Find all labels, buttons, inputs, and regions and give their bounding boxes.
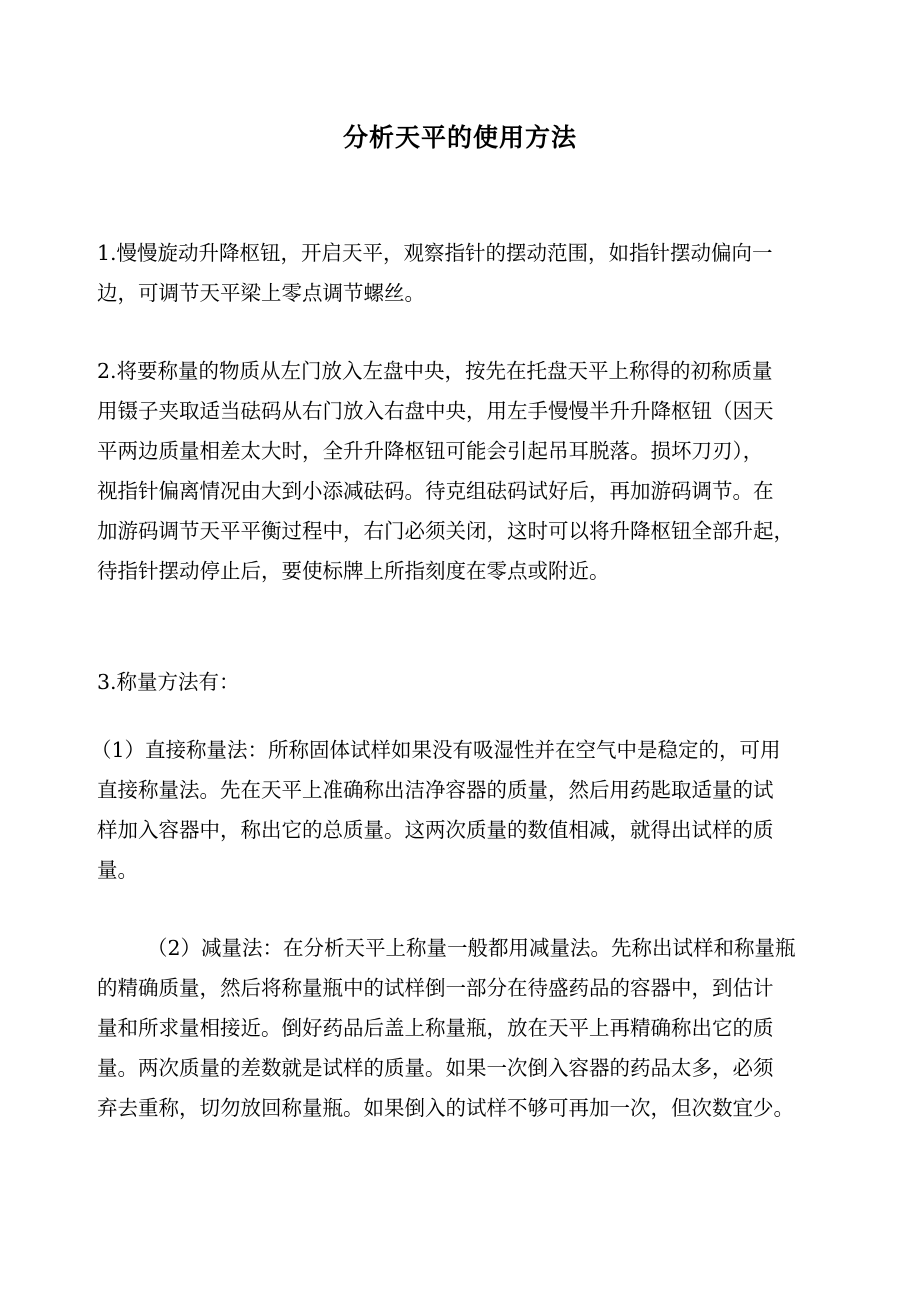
paragraph-subtraction-weighing [97,928,825,1128]
text-line: 待指针摆动停止后，要使标牌上所指刻度在零点或附近。 [97,559,610,583]
document-title: 分析天平的使用方法 [342,123,577,152]
text-line: 加游码调节天平平衡过程中，右门必须关闭，这时可以将升降枢钮全部升起， [97,519,794,543]
text-line: 的精确质量，然后将称量瓶中的试样倒一部分在待盛药品的容器中，到估计 [97,976,774,1000]
paragraph-direct-weighing [91,730,825,890]
text-line: 量。两次质量的差数就是试样的质量。如果一次倒入容器的药品太多，必须 [97,1056,774,1080]
text-line: 样加入容器中，称出它的总质量。这两次质量的数值相减，就得出试样的质 [97,818,774,842]
text-line: 量。 [97,858,138,882]
text-line: 1.慢慢旋动升降枢钮，开启天平，观察指针的摆动范围，如指针摆动偏向一 [97,241,773,265]
text-line: 平两边质量相差太大时，全升升降枢钮可能会引起吊耳脱落。损坏刀刃）， [97,439,764,463]
text-line: 视指针偏离情况由大到小添减砝码。待克组砝码试好后，再加游码调节。在 [97,479,774,503]
paragraph-step-2 [97,351,825,591]
paragraph-step-3 [97,662,825,702]
paragraph-step-1 [97,233,825,313]
text-line: 边，可调节天平梁上零点调节螺丝。 [97,281,425,305]
text-line: （2）减量法：在分析天平上称量一般都用减量法。先称出试样和称量瓶 [147,936,796,960]
text-line: 弃去重称，切勿放回称量瓶。如果倒入的试样不够可再加一次，但次数宜少。 [97,1096,794,1120]
text-line: 量和所求量相接近。倒好药品后盖上称量瓶，放在天平上再精确称出它的质 [97,1016,774,1040]
text-line: 用镊子夹取适当砝码从右门放入右盘中央，用左手慢慢半升升降枢钮（因天 [97,399,774,423]
text-line: 直接称量法。先在天平上准确称出洁净容器的质量，然后用药匙取适量的试 [97,778,774,802]
text-line: 3.称量方法有： [97,670,240,694]
text-line: （1）直接称量法：所称固体试样如果没有吸湿性并在空气中是稳定的，可用 [91,738,781,762]
text-line: 2.将要称量的物质从左门放入左盘中央，按先在托盘天平上称得的初称质量 [97,359,773,383]
